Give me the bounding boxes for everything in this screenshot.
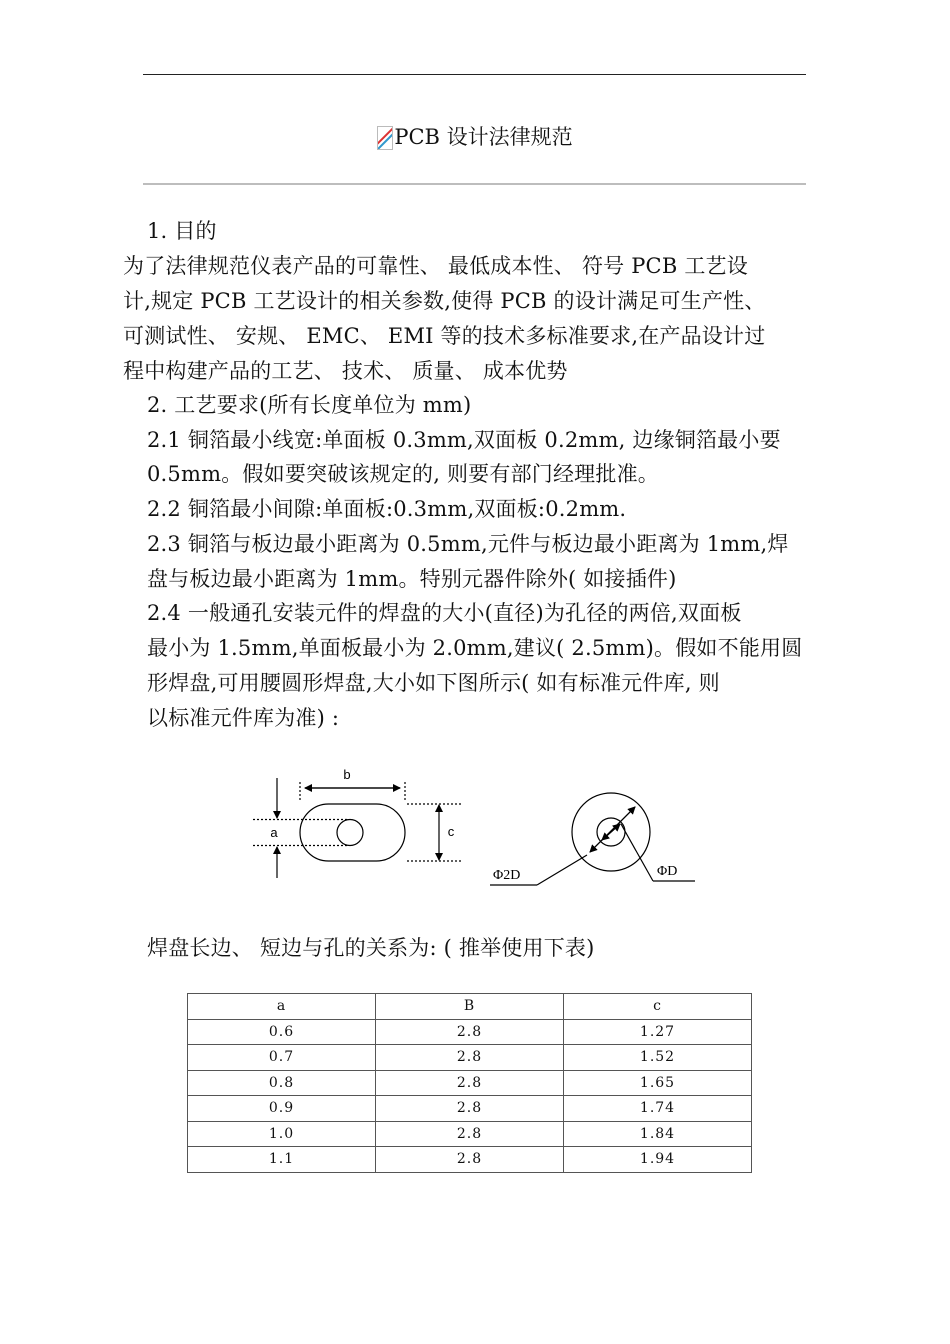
label-phi-d: ΦD [657,864,678,879]
label-phi-2d: Φ2D [493,868,521,883]
table-cell: 2.8 [376,1045,564,1071]
header-cell: B [376,994,564,1020]
oblong-pad-outline [300,804,405,861]
section-2-heading: 2. 工艺要求(所有长度单位为 mm) [147,393,472,417]
table-cell: 0.9 [188,1096,376,1122]
table-cell: 1.1 [188,1147,376,1173]
table-caption: 焊盘长边、 短边与孔的关系为: ( 推举使用下表) [147,936,595,960]
table-row [188,1096,752,1122]
table-cell: 2.8 [376,1070,564,1096]
header-rule [143,74,806,75]
pad-dimension-diagram [245,768,705,898]
table-cell: 2.8 [376,1019,564,1045]
paragraph-line: 计,规定 PCB 工艺设计的相关参数,使得 PCB 的设计满足可生产性、 [123,289,766,313]
table-cell: 2.8 [376,1121,564,1147]
paragraph-line: 以标准元件库为准) : [147,706,340,730]
table-row [188,1121,752,1147]
paragraph-line: 最小为 1.5mm,单面板最小为 2.0mm,建议( 2.5mm)。假如不能用圆 [147,636,803,660]
label-a: a [270,825,278,840]
table-cell: 1.84 [564,1121,752,1147]
table-cell: 2.8 [376,1147,564,1173]
table-cell: 1.27 [564,1019,752,1045]
page-title-text: PCB 设计法律规范 [394,125,573,149]
table-row [188,1019,752,1045]
section-1-heading: 1. 目的 [147,219,217,243]
paragraph-line: 2.2 铜箔最小间隙:单面板:0.3mm,双面板:0.2mm. [147,497,627,521]
table-cell: 1.94 [564,1147,752,1173]
oblong-pad-drawing [253,778,461,878]
broken-image-icon [377,126,393,150]
label-c: c [447,824,455,839]
paragraph-line: 为了法律规范仪表产品的可靠性、 最低成本性、 符号 PCB 工艺设 [123,254,748,278]
table-header-row [188,994,752,1020]
table-row [188,1045,752,1071]
table-cell: 1.65 [564,1070,752,1096]
label-b: b [343,768,351,782]
table-cell: 1.0 [188,1121,376,1147]
pad-size-table [187,993,752,1173]
table-cell: 0.8 [188,1070,376,1096]
table-row [188,1070,752,1096]
header-cell: c [564,994,752,1020]
table-cell: 2.8 [376,1096,564,1122]
header-cell: a [188,994,376,1020]
table-cell: 1.52 [564,1045,752,1071]
paragraph-line: 可测试性、 安规、 EMC、 EMI 等的技术多标准要求,在产品设计过 [123,324,766,348]
table-row [188,1147,752,1173]
paragraph-line: 程中构建产品的工艺、 技术、 质量、 成本优势 [123,359,568,383]
oblong-pad-hole [337,820,363,846]
paragraph-line: 2.1 铜箔最小线宽:单面板 0.3mm,双面板 0.2mm, 边缘铜箔最小要 [147,428,781,452]
table-cell: 0.7 [188,1045,376,1071]
paragraph-line: 0.5mm。假如要突破该规定的, 则要有部门经理批准。 [147,462,659,486]
paragraph-line: 2.4 一般通孔安装元件的焊盘的大小(直径)为孔径的两倍,双面板 [147,601,742,625]
page-title [0,122,950,152]
paragraph-line: 形焊盘,可用腰圆形焊盘,大小如下图所示( 如有标准元件库, 则 [147,671,720,695]
title-divider [143,183,806,185]
table-cell: 1.74 [564,1096,752,1122]
table-cell: 0.6 [188,1019,376,1045]
paragraph-line: 2.3 铜箔与板边最小距离为 0.5mm,元件与板边最小距离为 1mm,焊 [147,532,789,556]
paragraph-line: 盘与板边最小距离为 1mm。特别元器件除外( 如接插件) [147,567,677,591]
